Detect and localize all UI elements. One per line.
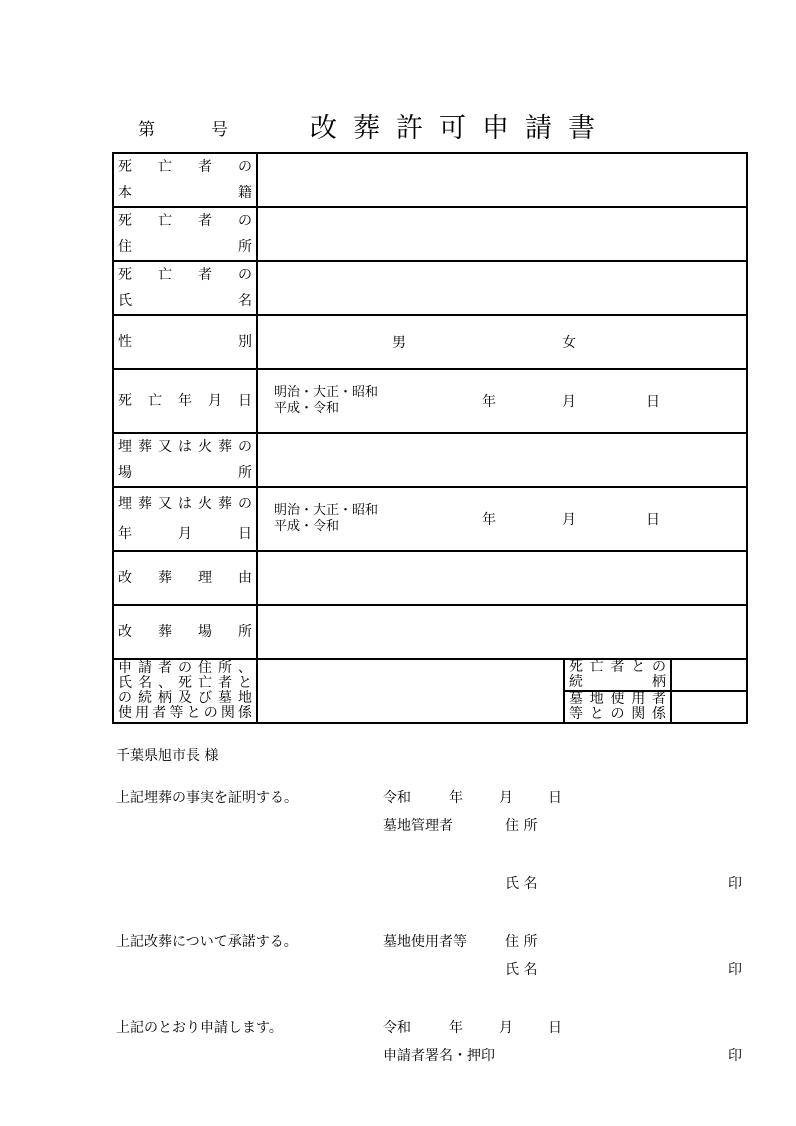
reiwa-label: 令和 (383, 1020, 411, 1036)
era-line: 明治・大正・昭和 (274, 503, 379, 518)
label-text: 死 亡 者 の (118, 267, 252, 283)
label-text: 死 亡 者 と の (569, 659, 666, 675)
field-relation-deceased[interactable] (671, 660, 746, 691)
label-text: 死 亡 者 の (118, 159, 252, 175)
page-title: 改葬許可申請書 (310, 113, 611, 144)
label-address (113, 207, 257, 261)
field-applicant[interactable] (258, 660, 564, 722)
label-sex (113, 315, 257, 369)
user-address-label: 住 所 (505, 934, 538, 950)
label-text: 死 亡 者 の (118, 213, 252, 229)
label-text: 使 用 者 等 と の 関 係 (118, 705, 252, 721)
field-burial-place[interactable] (257, 433, 747, 487)
era-options (274, 503, 378, 535)
label-honseki (113, 153, 257, 207)
manager-seal: 印 (728, 876, 742, 892)
row-reason (113, 551, 747, 605)
day-label: 日 (646, 394, 660, 410)
label-text: 氏 名 (118, 293, 252, 309)
label-text: 申 請 者 の 住 所 、 (118, 660, 252, 676)
label-text: 改 葬 場 所 (118, 624, 252, 640)
consent-text: 上記改葬について承諾する。 (116, 934, 298, 950)
applicant-cell (257, 659, 747, 723)
certification-text: 上記埋葬の事実を証明する。 (116, 790, 298, 806)
label-text: 氏 名 、 死 亡 者 と (118, 675, 252, 691)
field-sex (257, 315, 747, 369)
row-honseki (113, 153, 747, 207)
number-suffix: 号 (211, 120, 228, 140)
label-relation-deceased (564, 660, 671, 691)
label-name (113, 261, 257, 315)
label-reburial-place (113, 605, 257, 659)
sex-male[interactable]: 男 (392, 335, 406, 351)
label-text: 埋 葬 又 は 火 葬 の (118, 496, 252, 512)
month-label: 月 (499, 1020, 513, 1036)
field-reason[interactable] (257, 551, 747, 605)
manager-label: 墓地管理者 (383, 818, 453, 834)
number-prefix: 第 (138, 120, 155, 140)
user-label: 墓地使用者等 (383, 934, 467, 950)
label-reason (113, 551, 257, 605)
user-seal: 印 (728, 962, 742, 978)
year-label: 年 (482, 512, 496, 528)
row-sex (113, 315, 747, 369)
field-burial-date[interactable] (257, 487, 747, 551)
applicant-sign-label: 申請者署名・押印 (383, 1048, 495, 1064)
label-text: 埋 葬 又 は 火 葬 の (118, 439, 252, 455)
month-label: 月 (562, 394, 576, 410)
row-death-date (113, 369, 747, 433)
month-label: 月 (499, 790, 513, 806)
label-death-date (113, 369, 257, 433)
label-text: 改 葬 理 由 (118, 570, 252, 586)
row-address (113, 207, 747, 261)
addressee: 千葉県旭市長 様 (116, 748, 219, 764)
apply-text: 上記のとおり申請します。 (116, 1020, 283, 1036)
sex-female[interactable]: 女 (562, 335, 576, 351)
era-line: 明治・大正・昭和 (274, 385, 379, 400)
label-applicant (113, 659, 257, 723)
label-text: 墓 地 使 用 者 (569, 691, 666, 707)
field-reburial-place[interactable] (257, 605, 747, 659)
applicant-seal: 印 (728, 1048, 742, 1064)
era-line: 平成・令和 (274, 401, 340, 416)
label-text: の 続 柄 及 び 墓 地 (118, 690, 252, 706)
row-applicant (113, 659, 747, 723)
day-label: 日 (646, 512, 660, 528)
label-line (118, 154, 252, 180)
label-burial-place (113, 433, 257, 487)
label-text: 等 と の 関 係 (569, 706, 666, 722)
year-label: 年 (449, 790, 463, 806)
label-relation-user (564, 691, 671, 722)
year-label: 年 (449, 1020, 463, 1036)
field-address[interactable] (257, 207, 747, 261)
application-form-table (112, 152, 748, 724)
label-text: 性 別 (118, 334, 252, 350)
user-name-label: 氏 名 (505, 962, 538, 978)
manager-name-label: 氏 名 (505, 876, 538, 892)
field-death-date[interactable] (257, 369, 747, 433)
row-reburial-place (113, 605, 747, 659)
label-text: 年 月 日 (118, 526, 252, 542)
field-name[interactable] (257, 261, 747, 315)
day-label: 日 (548, 1020, 562, 1036)
era-options (274, 385, 378, 417)
applicant-inner-table (258, 660, 746, 722)
manager-address-label: 住 所 (505, 818, 538, 834)
field-honseki[interactable] (257, 153, 747, 207)
label-text: 続 柄 (569, 674, 666, 690)
era-line: 平成・令和 (274, 519, 340, 534)
label-text: 本 籍 (118, 185, 252, 201)
row-burial-place (113, 433, 747, 487)
row-burial-date (113, 487, 747, 551)
month-label: 月 (562, 512, 576, 528)
label-text: 場 所 (118, 465, 252, 481)
day-label: 日 (548, 790, 562, 806)
label-burial-date (113, 487, 257, 551)
label-text: 死 亡 年 月 日 (118, 393, 252, 409)
field-relation-user[interactable] (671, 691, 746, 722)
row-name (113, 261, 747, 315)
label-line (118, 180, 252, 206)
year-label: 年 (482, 394, 496, 410)
label-text: 住 所 (118, 239, 252, 255)
reiwa-label: 令和 (383, 790, 411, 806)
